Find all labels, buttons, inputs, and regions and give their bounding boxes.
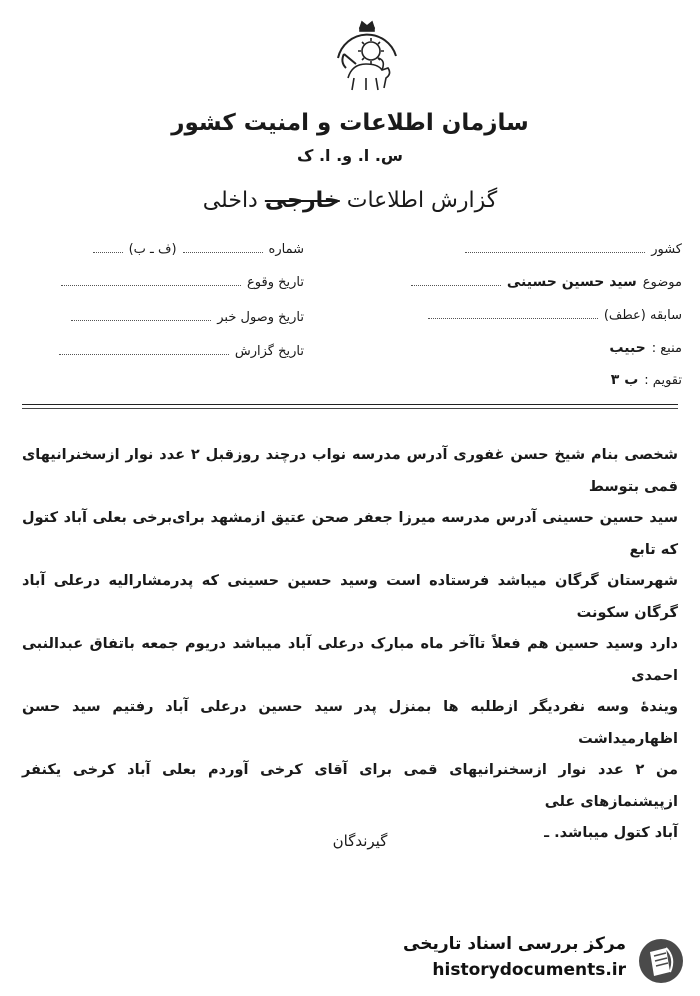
- background-field: [428, 308, 682, 323]
- report-title-prefix: گزارش اطلاعات: [346, 188, 498, 213]
- recipients-label: گیرندگان: [332, 832, 388, 850]
- evaluation-value: ب ۳: [610, 372, 639, 388]
- report-title-struck-word: خارجی: [264, 188, 340, 213]
- header-divider: [22, 404, 678, 405]
- watermark: [403, 934, 692, 990]
- report-title: [0, 188, 700, 213]
- watermark-site: historydocuments.ir: [432, 960, 626, 980]
- background-dotted-line: [428, 308, 598, 319]
- receipt-date-label: تاریخ وصول خبر: [217, 310, 304, 325]
- body-line: سید حسین حسینی آدرس مدرسه میرزا جعفر صحن عتیق ازمشهد برای‌برخی بعلی آباد کتول که تابع: [22, 510, 678, 558]
- evaluation-label: تقویم :: [644, 373, 682, 388]
- source-label: منبع :: [651, 341, 682, 356]
- number-dotted-line-2: [93, 242, 123, 253]
- header-divider-2: [22, 408, 678, 409]
- source-field: [609, 340, 682, 356]
- receipt-date-field: [71, 310, 304, 325]
- lion-and-sun-emblem-icon: [326, 18, 408, 100]
- evaluation-field: [611, 372, 682, 388]
- subject-value: سید حسین حسینی: [506, 274, 637, 290]
- subject-label: موضوع: [642, 275, 682, 290]
- source-value: حبیب: [609, 340, 646, 356]
- body-line: شهرستان گرگان میباشد فرستاده است وسید حسین حسینی که پدرمشارالیه درعلی آباد گرگان سکونت: [22, 573, 678, 621]
- number-field: [93, 242, 304, 257]
- org-title: سازمان اطلاعات و امنیت کشور: [171, 110, 529, 136]
- report-date-label: تاریخ گزارش: [234, 344, 304, 359]
- number-dotted-line: [183, 242, 263, 253]
- report-date-field: [59, 344, 304, 359]
- body-line: آباد کتول میباشد. ـ: [544, 825, 678, 841]
- report-title-suffix: داخلی: [202, 188, 258, 213]
- number-value: (ف ـ ب): [128, 242, 177, 257]
- org-abbreviation: س. ا. و. ا. ک: [297, 146, 403, 165]
- body-line: من ۲ عدد نوار ازسخنرانیهای قمی برای آقای کرخی آوردم بعلی آباد کرخی یکنفر ازپیشنمازهای علی: [22, 762, 678, 810]
- country-label: کشور: [651, 242, 682, 257]
- receipt-date-dotted-line: [71, 310, 211, 321]
- subject-dotted-line: [411, 275, 501, 286]
- occurrence-date-field: [61, 275, 304, 290]
- archive-logo-icon: [636, 936, 686, 986]
- report-date-dotted-line: [59, 344, 229, 355]
- country-dotted-line: [465, 242, 645, 253]
- occurrence-date-dotted-line: [61, 275, 241, 286]
- report-body: [22, 440, 678, 850]
- background-label: سابقه (عطف): [603, 308, 682, 323]
- country-field: [465, 242, 682, 257]
- body-line: دارد وسید حسین هم فعلاً تاآخر ماه مبارک درعلی آباد میباشد دریوم جمعه باتفاق عبدالنبی احمدی: [22, 636, 678, 684]
- body-line: شخصی بنام شیخ حسن غفوری آدرس مدرسه نواب درچند روزقبل ۲ عدد نوار ازسخنرانیهای قمی بتوسط: [22, 447, 678, 495]
- number-label: شماره: [268, 242, 304, 257]
- watermark-name: مرکز بررسی اسناد تاریخی: [403, 934, 626, 954]
- body-line: ویندهٔ وسه نفردیگر ازطلبه ها بمنزل پدر سید حسین درعلی آباد رفتیم سید حسن اظهارمیداشت: [22, 699, 678, 747]
- subject-field: [411, 274, 682, 290]
- occurrence-date-label: تاریخ وقوع: [247, 275, 304, 290]
